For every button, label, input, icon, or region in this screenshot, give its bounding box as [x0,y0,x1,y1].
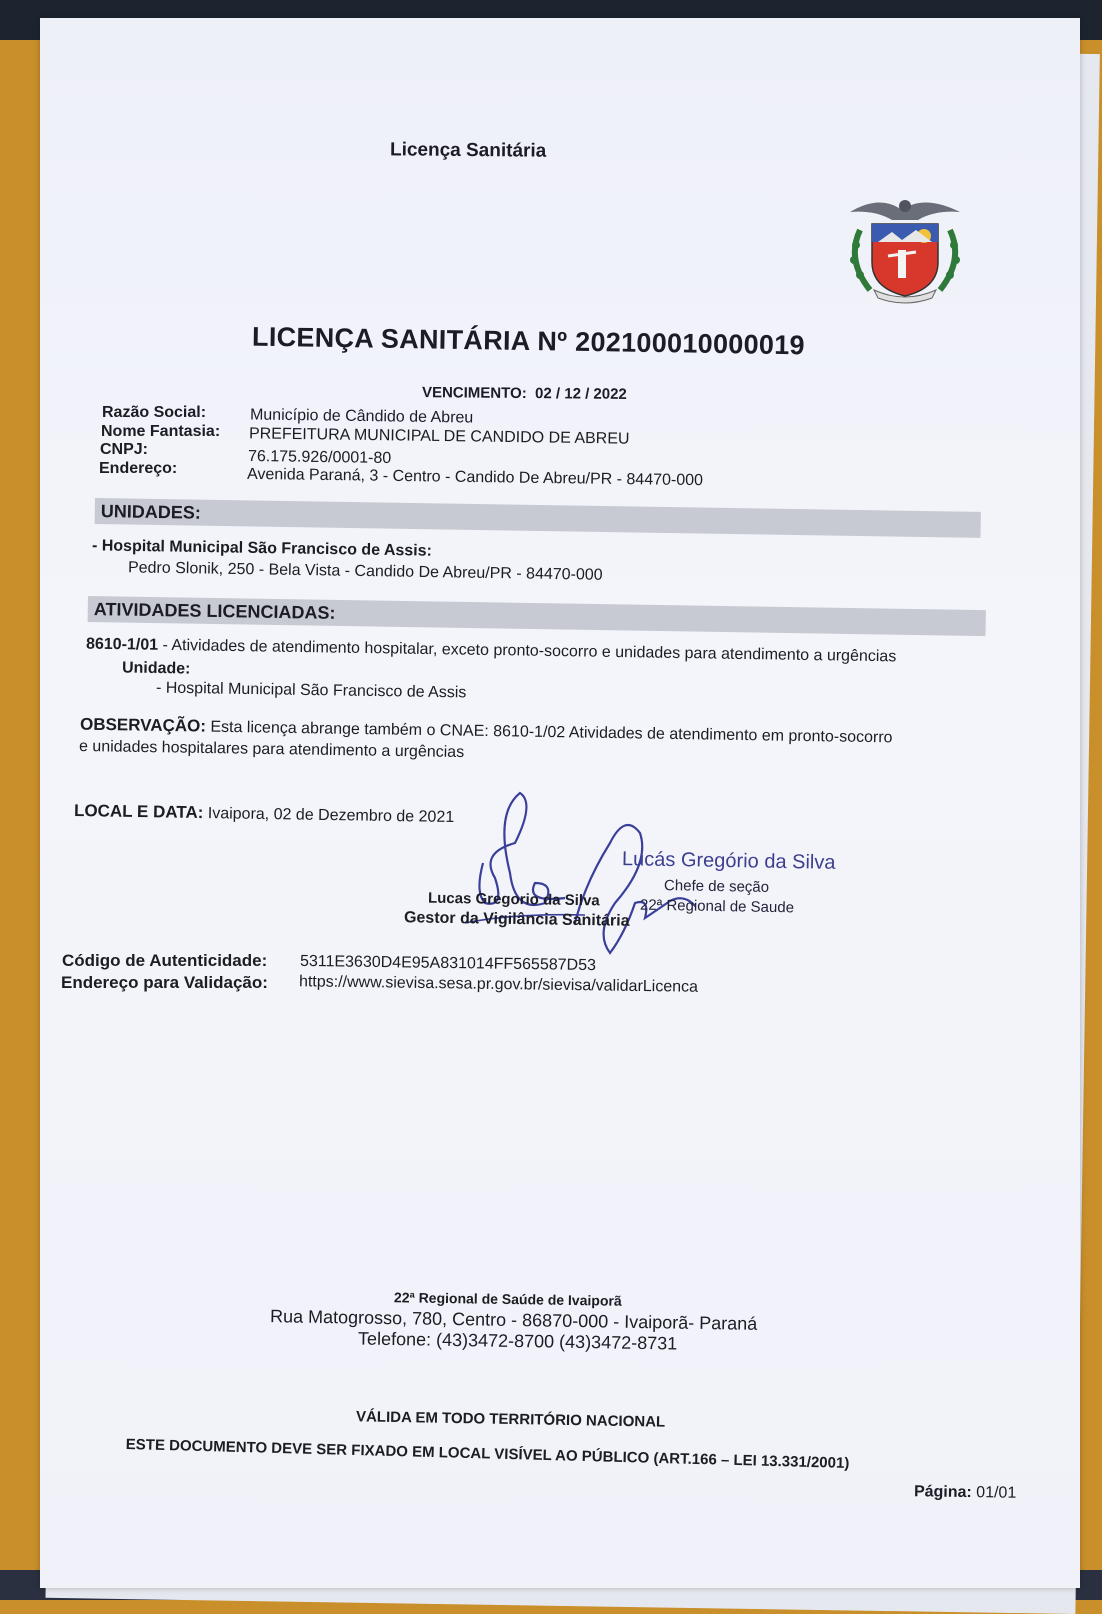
validacao-url-value: https://www.sievisa.sesa.pr.gov.br/sievisa/validarLicenca [298,973,699,996]
chefe-org: 22ª Regional de Saude [639,896,795,917]
gestor-role: Gestor da Vigilância Sanitária [403,909,630,930]
unidade-address: Pedro Slonik, 250 - Bela Vista - Candido De Abreu/PR - 84470-000 [127,559,603,584]
local-data-label: LOCAL E DATA: [73,801,204,823]
observacao-label: OBSERVAÇÃO: [79,714,207,736]
razao-social-label: Razão Social: [102,404,207,421]
atividade-description: - Atividades de atendimento hospitalar, exceto pronto-socorro e unidades para atendimento a urgências [157,636,897,666]
vencimento-label: VENCIMENTO: [421,384,527,403]
atividades-heading: ATIVIDADES LICENCIADAS: [88,596,986,636]
page-number [914,1483,1017,1502]
footer-valid: VÁLIDA EM TODO TERRITÓRIO NACIONAL [355,1408,666,1431]
cnpj-value: 76.175.926/0001-80 [247,448,392,467]
unidade-name: - Hospital Municipal São Francisco de Assis: [91,537,433,560]
chefe-name: Lucás Gregório da Silva [621,848,836,874]
nome-fantasia-value: PREFEITURA MUNICIPAL DE CANDIDO DE ABREU [248,425,630,448]
unidades-heading: UNIDADES: [95,498,981,538]
autenticidade-code-value: 5311E3630D4E95A831014FF565587D53 [299,952,597,975]
cnpj-label: CNPJ: [100,441,149,458]
license-title: LICENÇA SANITÁRIA Nº 202100010000019 [251,321,806,361]
observacao-text-1: Esta licença abrange também o CNAE: 8610-1/02 Atividades de atendimento em pronto-socorro [205,718,893,747]
nome-fantasia-label: Nome Fantasia: [101,423,221,440]
atividade-unidade-label: Unidade: [121,659,191,678]
handwritten-signature [435,783,695,973]
footer-notice: ESTE DOCUMENTO DEVE SER FIXADO EM LOCAL VISÍVEL AO PÚBLICO (ART.166 – LEI 13.331/2001) [125,1436,850,1472]
local-data-value: Ivaipora, 02 de Dezembro de 2021 [203,805,455,826]
page-label: Página: [913,1483,972,1502]
footer-phone: Telefone: (43)3472-8700 (43)3472-8731 [357,1328,678,1354]
vencimento-value: 02 / 12 / 2022 [535,385,627,403]
observacao-text-2: e unidades hospitalares para atendimento a urgências [78,737,465,762]
parana-coat-of-arms-icon [840,190,970,305]
license-page [40,18,1080,1588]
gestor-name: Lucas Gregorio da Silva [427,889,600,910]
autenticidade-code-label: Código de Autenticidade: [62,951,268,970]
endereco-label: Endereço: [99,460,178,477]
footer-org: 22ª Regional de Saúde de Ivaiporã [393,1289,622,1309]
atividade-unidade-value: - Hospital Municipal São Francisco de Assis [155,679,467,702]
endereco-value: Avenida Paraná, 3 - Centro - Candido De Abreu/PR - 84470-000 [246,465,704,490]
page-value: 01/01 [971,1484,1017,1502]
atividade-line [86,636,896,667]
header-title: Licença Sanitária [389,139,547,162]
chefe-role: Chefe de seção [663,877,770,896]
razao-social-value: Município de Cândido de Abreu [249,406,474,427]
validacao-url-label: Endereço para Validação: [61,973,268,992]
vencimento-line [422,384,627,403]
atividade-code: 8610-1/01 [85,635,159,654]
footer-address: Rua Matogrosso, 780, Centro - 86870-000 - Ivaiporã- Paraná [269,1306,758,1334]
local-data-line [74,801,454,827]
